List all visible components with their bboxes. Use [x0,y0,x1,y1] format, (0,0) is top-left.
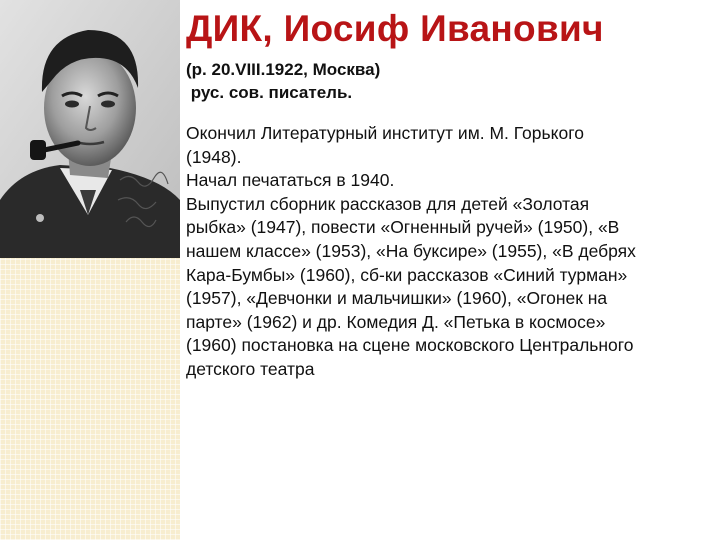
page-title: ДИК, Иосиф Иванович [186,8,604,49]
bio-line: парте» (1962) и др. Комедия Д. «Петька в космосе» [186,311,606,332]
author-portrait-photo [0,0,180,258]
bio-line: (1957), «Девчонки и мальчишки» (1960), «Огонек на [186,288,608,309]
biography-text [186,122,716,382]
bio-line: (1948). [186,146,242,167]
bio-line: Начал печататься в 1940. [186,170,395,191]
bio-line: Выпустил сборник рассказов для детей «Золотая [186,193,590,214]
bio-line: Окончил Литературный институт им. М. Горького [186,123,584,143]
bio-line: (1960) постановка на сцене московского Центрального [186,335,634,356]
subtitle-line-occupation: рус. сов. писатель. [186,83,353,102]
subtitle [186,58,380,104]
decorative-side-panel [0,258,180,540]
bio-line: Кара-Бумбы» (1960), сб-ки рассказов «Синий турман» [186,264,628,285]
bio-line: детского театра [186,358,315,379]
subtitle-line-birth: (р. 20.VIII.1922, Москва) [186,60,381,79]
bio-line: рыбка» (1947), повести «Огненный ручей» (1950), «В [186,217,620,238]
bio-line: нашем классе» (1953), «На буксире» (1955), «В дебрях [186,240,636,261]
